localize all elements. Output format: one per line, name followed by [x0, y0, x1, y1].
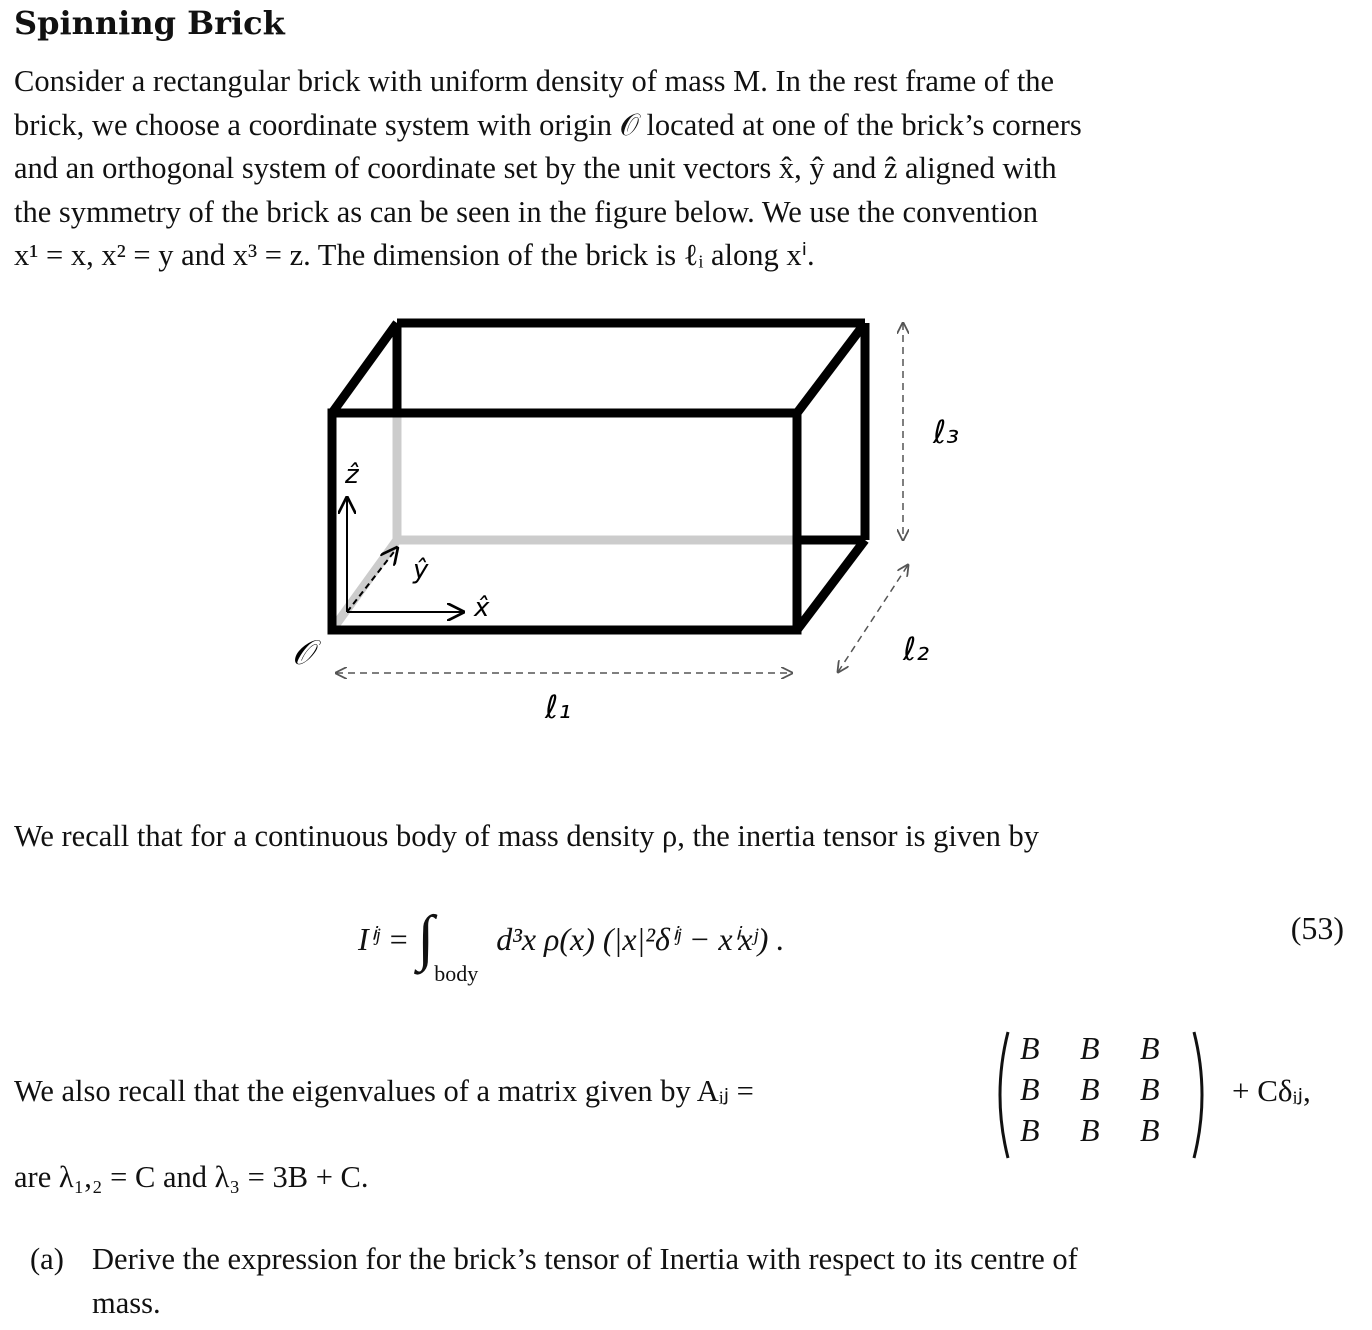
y-hat-label: ŷ	[413, 555, 429, 585]
part-a-text	[92, 1238, 1344, 1325]
recall-eigen-line: We also recall that the eigenvalues of a matrix given by Aᵢⱼ =	[14, 1074, 754, 1108]
part-a-line-1: Derive the expression for the brick’s tensor of Inertia with respect to its centre of	[92, 1242, 1078, 1276]
intro-line-5: x¹ = x, x² = y and x³ = z. The dimension of the brick is ℓᵢ along xⁱ.	[14, 238, 815, 272]
l2-label: ℓ₂	[903, 630, 930, 668]
l3-label: ℓ₃	[933, 413, 960, 451]
equation-lhs: Iⁱʲ =	[358, 921, 410, 957]
intro-line-1: Consider a rectangular brick with uniform density of mass M. In the rest frame of the	[14, 64, 1055, 98]
left-paren	[990, 1030, 1012, 1160]
z-hat-label: ẑ	[345, 460, 359, 490]
l1-label: ℓ₁	[545, 688, 572, 726]
eigenvalues-text: are λ₁,₂ = C and λ₃ = 3B + C.	[14, 1160, 369, 1194]
equation-integrand: d³x ρ(x) (|x|²δⁱʲ − xⁱxʲ) .	[496, 921, 785, 957]
integral-subscript: body	[434, 961, 479, 987]
matrix-B	[990, 1030, 1215, 1160]
matrix-entry: B	[1020, 1030, 1040, 1066]
matrix-entry: B	[1080, 1071, 1100, 1107]
right-paren	[1190, 1030, 1212, 1160]
part-a-label: (a)	[30, 1242, 64, 1276]
recall-inertia-line: We recall that for a continuous body of mass density ρ, the inertia tensor is given by	[14, 819, 1039, 853]
origin-label: 𝒪	[292, 633, 314, 673]
matrix-suffix: + Cδᵢⱼ,	[1232, 1073, 1311, 1108]
top-right-depth	[797, 323, 865, 413]
axis-arrows	[347, 498, 463, 612]
brick-edges	[332, 323, 865, 630]
integral-sign: ∫	[417, 904, 435, 972]
matrix-entry: B	[1080, 1030, 1100, 1066]
eigenvalues-line	[14, 1156, 1344, 1200]
recall-eigen-text	[14, 1070, 994, 1114]
equation-53	[358, 895, 785, 987]
matrix-entry: B	[1080, 1112, 1100, 1148]
l2-dimension-arrow	[838, 565, 908, 672]
x-hat-label: x̂	[474, 593, 490, 623]
matrix-entry: B	[1020, 1071, 1040, 1107]
matrix-entries	[1020, 1030, 1180, 1149]
hidden-edge-depth	[332, 540, 397, 630]
recall-inertia-text	[14, 815, 1344, 859]
matrix-entry: B	[1140, 1112, 1160, 1148]
matrix-entry: B	[1140, 1071, 1160, 1107]
intro-line-2: brick, we choose a coordinate system with origin 𝒪 located at one of the brick’s corners	[14, 107, 1082, 142]
matrix-entry: B	[1020, 1112, 1040, 1148]
top-left-depth	[332, 323, 397, 413]
front-face	[332, 413, 797, 630]
intro-line-4: the symmetry of the brick as can be seen in the figure below. We use the convention	[14, 194, 1039, 229]
intro-line-3: and an orthogonal system of coordinate set by the unit vectors x̂, ŷ and ẑ aligned with	[14, 151, 1057, 185]
matrix-entry: B	[1140, 1030, 1160, 1066]
part-a-line-2: mass.	[92, 1285, 161, 1320]
equation-number: (53)	[1290, 910, 1344, 946]
bottom-right-depth	[797, 540, 865, 630]
page-title: Spinning Brick	[14, 4, 285, 42]
hidden-edges	[332, 325, 865, 630]
